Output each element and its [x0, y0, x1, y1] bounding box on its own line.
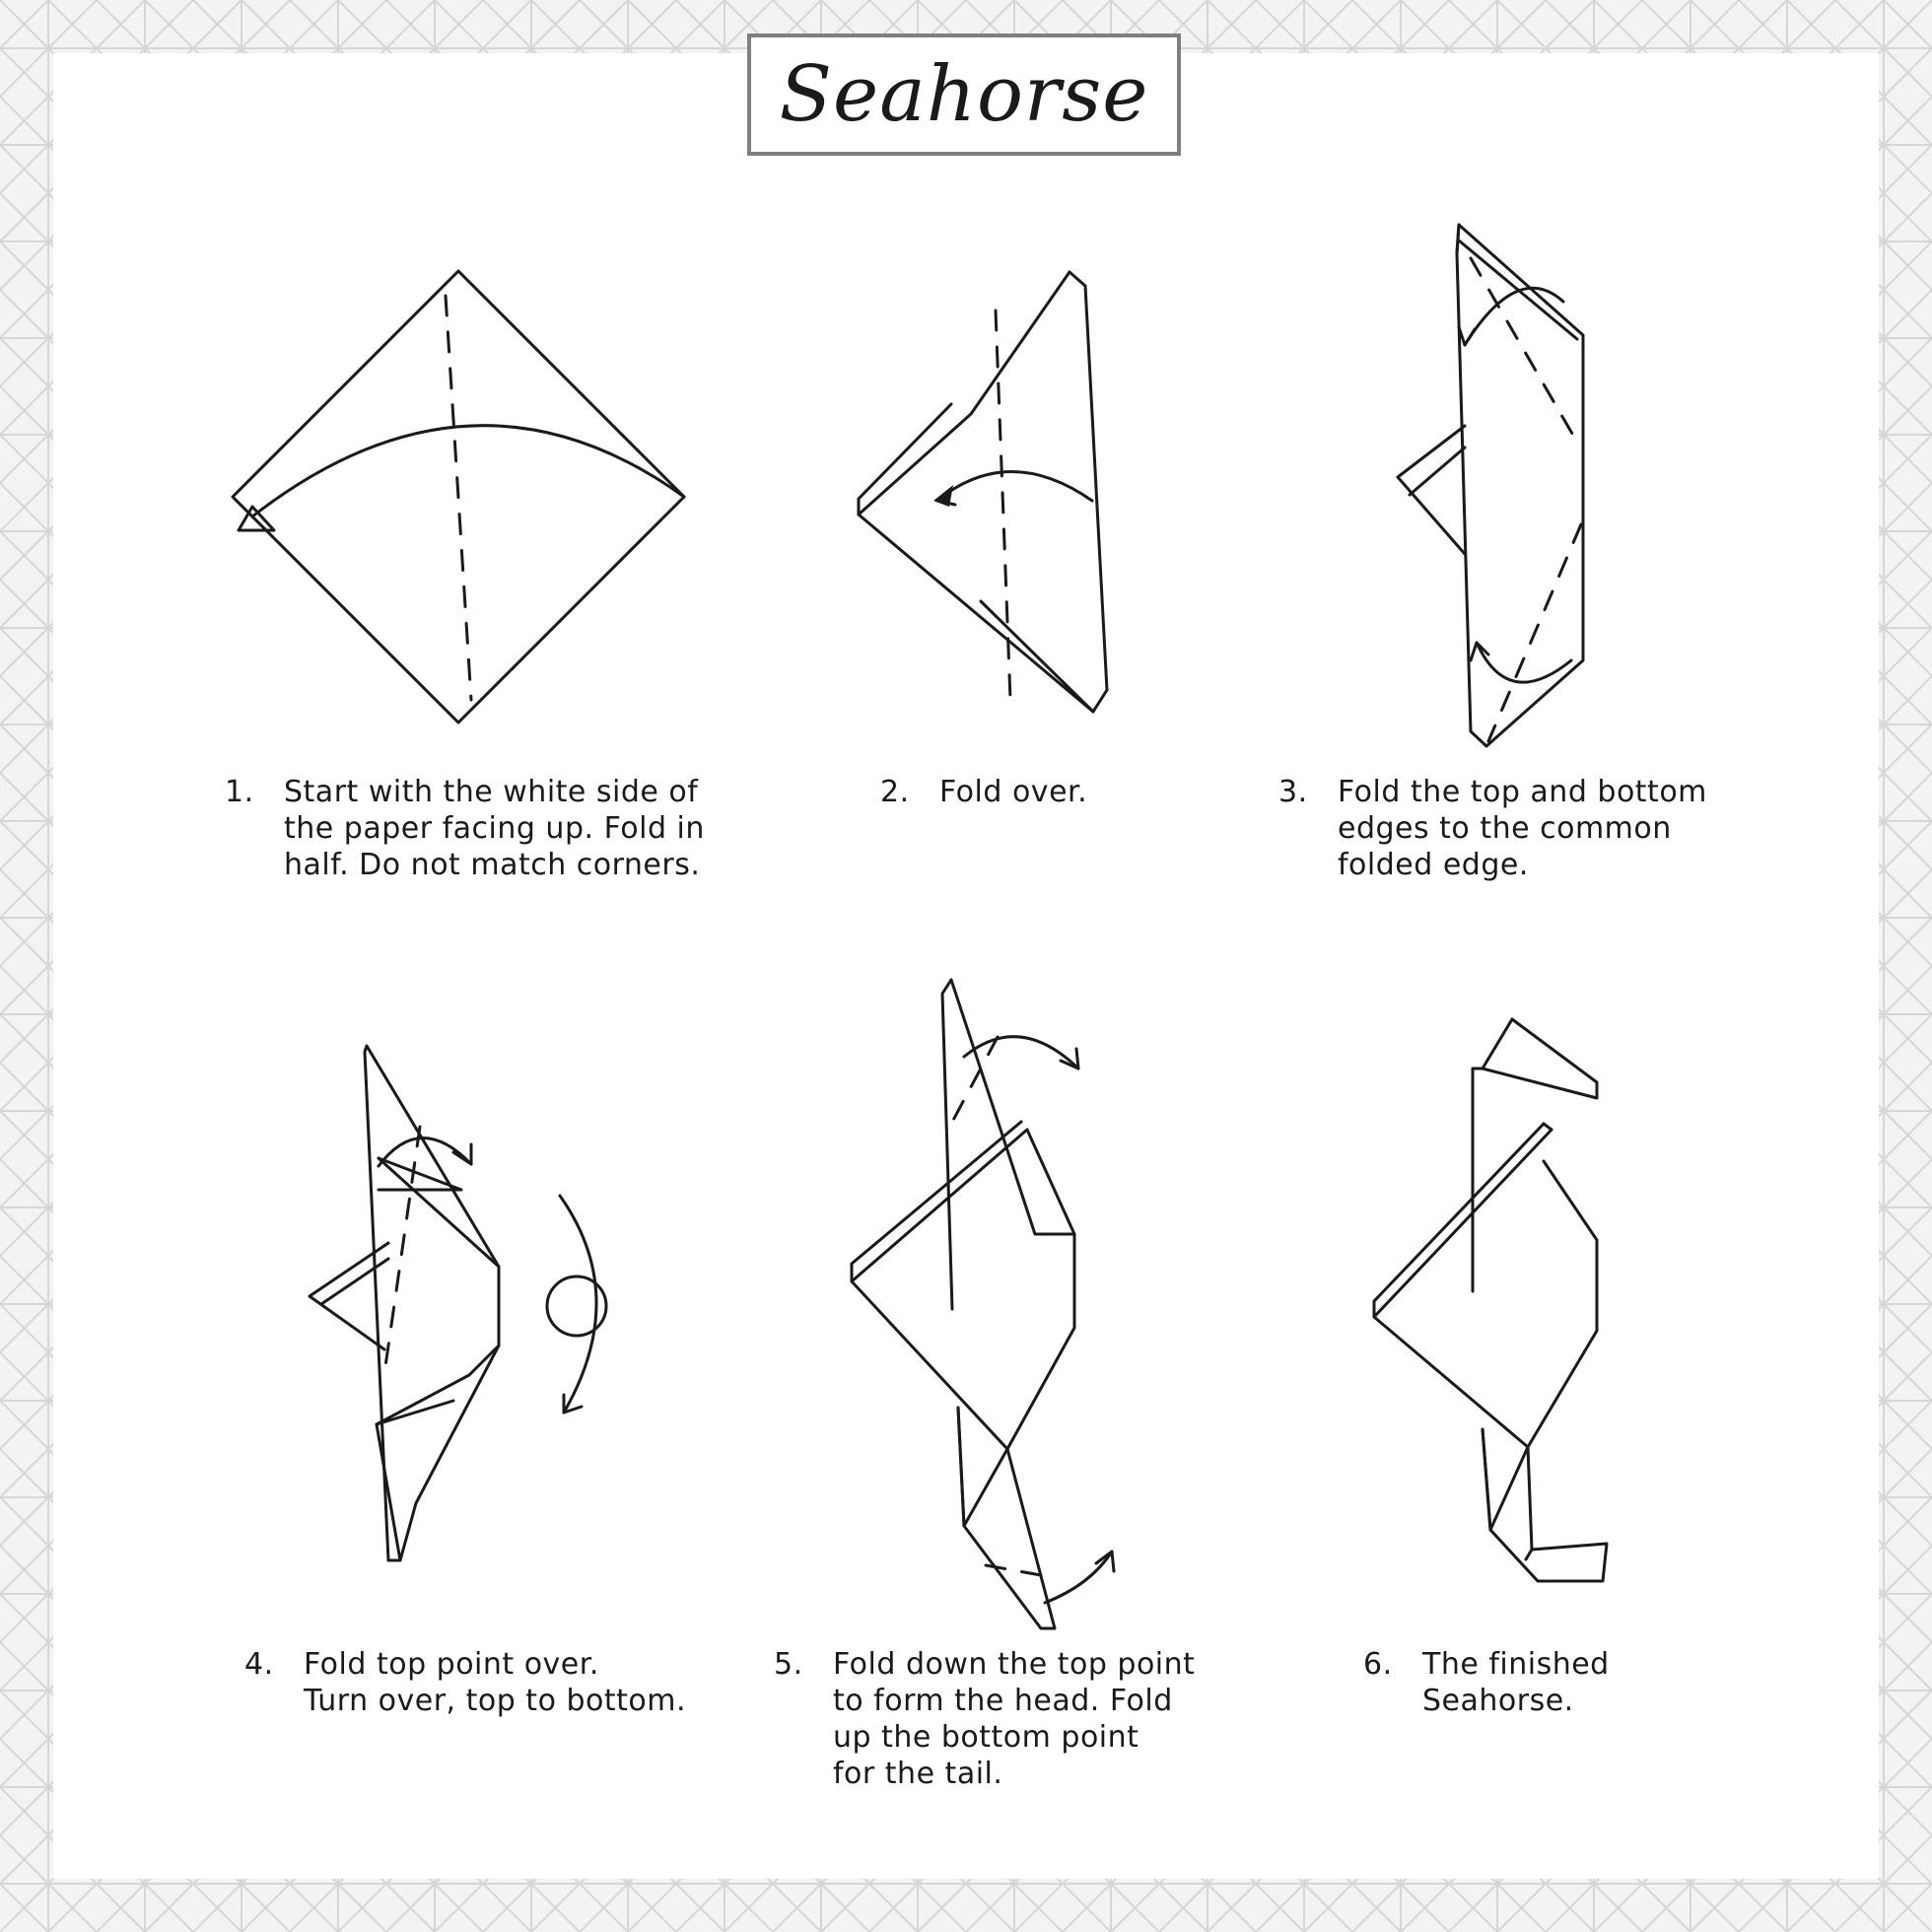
step-5-diagram: [848, 976, 1124, 1631]
step-1-diagram: [227, 266, 690, 729]
step-text: Fold over.: [939, 775, 1088, 809]
step-text: Start with the white side of the paper facing up. Fold in half. Do not match corners.: [284, 775, 705, 882]
step-number: 3.: [1278, 775, 1308, 809]
step-number: 5.: [774, 1647, 803, 1682]
step-number: 1.: [225, 775, 254, 809]
step-6-diagram: [1370, 1015, 1617, 1587]
title-box: [747, 34, 1181, 156]
page-title: Seahorse: [779, 50, 1149, 139]
step-4-diagram: [306, 1040, 621, 1567]
step-text: The finished Seahorse.: [1422, 1647, 1610, 1718]
step-text: Fold the top and bottom edges to the common folded edge.: [1338, 775, 1707, 882]
step-3-diagram: [1390, 219, 1597, 756]
step-text: Fold top point over. Turn over, top to bottom.: [304, 1647, 686, 1718]
step-number: 4.: [244, 1647, 274, 1682]
step-number: 6.: [1363, 1647, 1393, 1682]
step-number: 2.: [880, 775, 910, 809]
step-text: Fold down the top point to form the head. Fold up the bottom point for the tail.: [833, 1647, 1196, 1791]
step-2-diagram: [853, 266, 1119, 729]
